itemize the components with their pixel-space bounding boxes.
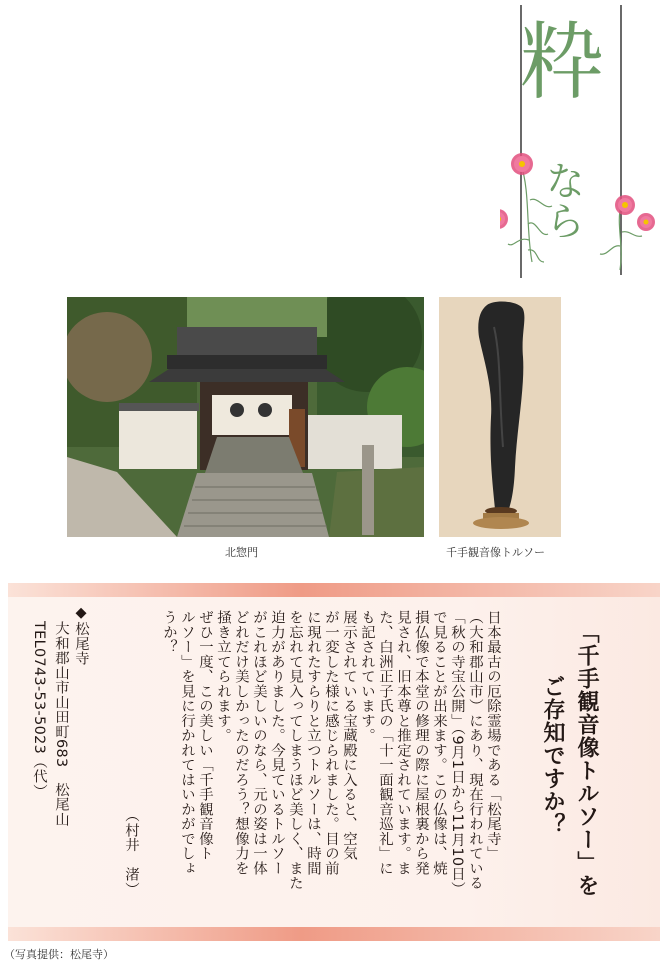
body-line: うか？ <box>161 610 177 655</box>
info-address: 大和郡山市山田町683 松尾山 <box>53 621 69 827</box>
info-phone: TEL0743-53-5023（代） <box>31 621 47 799</box>
body-line: 迫力がありました。今見ているトルソー <box>269 610 285 876</box>
body-line: ぜひ一度、この美しい「千手観音像ト <box>197 610 213 861</box>
body-line: 損仏像で本堂の修理の際に屋根裏から発 <box>413 610 429 876</box>
article-panel <box>8 583 660 941</box>
article-title-line-2: ご存知ですか？ <box>540 675 566 836</box>
photo-caption-torso: 千手観音像トルソー <box>446 546 545 559</box>
article-author: （村井 渚） <box>123 808 139 897</box>
photo-credit: （写真提供：松尾寺） <box>4 948 114 961</box>
body-line: 見され、旧本尊と推定されています。ま <box>395 610 411 876</box>
body-line: ルソー」を見に行かれてはいかがでしょ <box>179 610 195 876</box>
body-line: を忘れて見入ってしまうほど美しく、また <box>287 610 303 891</box>
body-line: がこれほど美しいのなら、元の姿は一体 <box>251 610 267 876</box>
article-title-line-1: 「千手観音像トルソー」を <box>574 621 600 897</box>
body-line: 展示されている宝蔵殿に入ると、空気 <box>341 610 357 861</box>
body-line: も記されています。 <box>359 610 375 743</box>
body-line: た、白洲正子氏の「十一面観音巡礼」に <box>377 610 393 876</box>
info-name: ◆松尾寺 <box>73 605 89 666</box>
body-line: 掻き立てられます。 <box>215 610 231 743</box>
torso-statue-photo <box>439 297 561 537</box>
temple-gate-photo <box>67 297 424 537</box>
body-line: （大和郡山市）にあり、現在行われている <box>467 610 483 891</box>
header-title: 粋 <box>520 13 605 111</box>
body-line: で見ることが出来ます。この仏像は、焼 <box>431 610 447 876</box>
body-line: が一変した様に感じられました。目の前 <box>323 610 339 876</box>
header-subtitle: なら <box>539 160 585 240</box>
body-line: 日本最古の厄除霊場である「松尾寺」 <box>485 610 501 861</box>
body-line: 「秋の寺宝公開」（9月1日から11月10日） <box>449 610 465 896</box>
photo-caption-gate: 北惣門 <box>225 546 258 559</box>
body-line: に現れたすらりと立つトルソーは、時間 <box>305 610 321 876</box>
body-line: どれだけ美しかったのだろう？想像力を <box>233 610 249 876</box>
